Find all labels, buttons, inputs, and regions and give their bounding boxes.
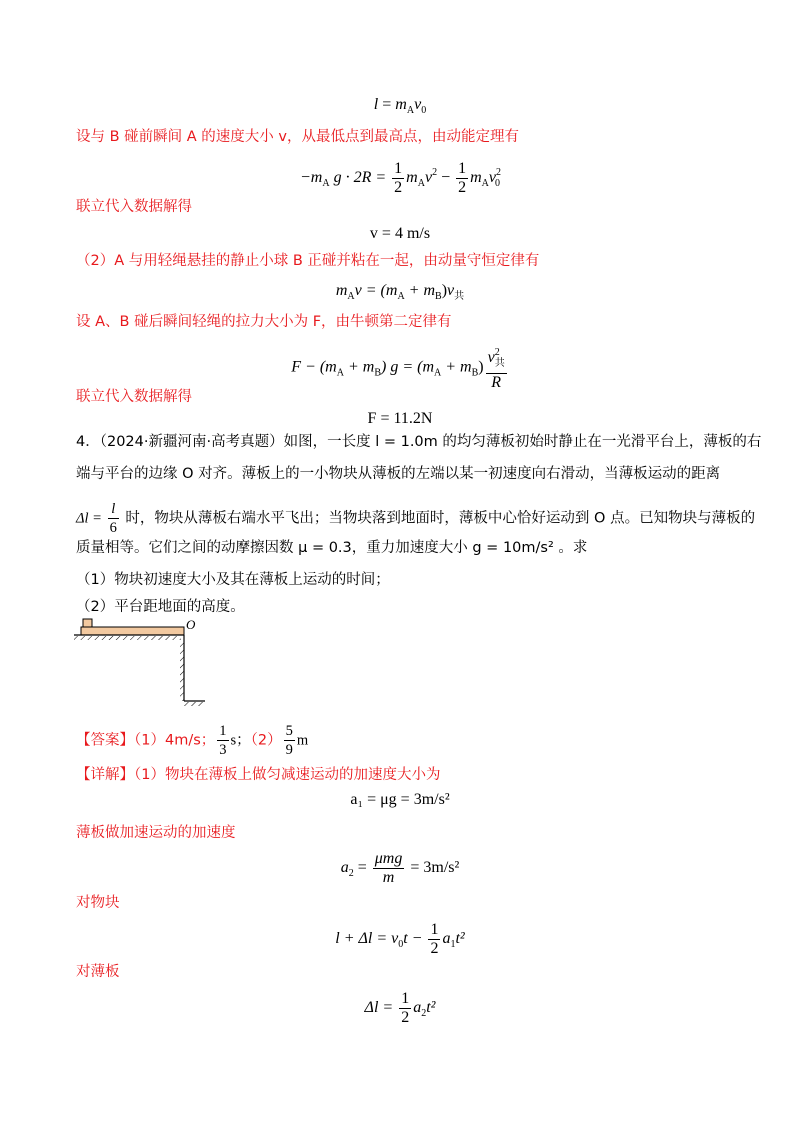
block-shape bbox=[83, 619, 92, 627]
question-4-line-3: Δl = $\frac{l}{6}$ 时，物块从薄板右端水平飞出；当物块落到地面时，薄板中心恰好运动到 O 点。已知物块与薄板的 bbox=[76, 501, 756, 536]
text-board-acceleration: 薄板做加速运动的加速度 bbox=[76, 825, 236, 841]
text-for-block: 对物块 bbox=[76, 895, 120, 911]
equation-collision: $m_Av = (m_A + m_B)v_共$ bbox=[335, 282, 465, 302]
question-4-line-1: 4．（2024·新疆河南·高考真题）如图，一长度 l = 1.0m 的均匀薄板初始时静止在一光滑平台上，薄板的右 bbox=[76, 434, 762, 450]
equation-board-motion: Δl = $\frac{1}{2}$ $a_2t^2$ bbox=[364, 990, 436, 1026]
question-4-line-2: 端与平台的边缘 O 对齐。薄板上的一小物块从薄板的左端以某一初速度向右滑动，当薄板运动的距离 bbox=[76, 466, 721, 482]
question-4-part-1: （1）物块初速度大小及其在薄板上运动的时间； bbox=[76, 572, 390, 588]
text-newton-second-law: 设 A、B 碰后瞬间轻绳的拉力大小为 F，由牛顿第二定律有 bbox=[76, 314, 452, 330]
answer-line: 【答案】（1）4m/s； $\frac{1}{3}$ s；（2） $\frac{5}{9}$ m bbox=[76, 723, 309, 758]
equation-F-result: F = 11.2N bbox=[367, 410, 433, 427]
equation-v-result: v = 4 m/s bbox=[369, 225, 431, 242]
question-4-line-4: 质量相等。它们之间的动摩擦因数 μ = 0.3，重力加速度大小 g = 10m/s² 。求 bbox=[76, 540, 588, 556]
equation-a2: $a_2$ = $\frac{\text{μmg}}{m}$ = 3m/s² bbox=[340, 850, 460, 886]
text-solve-1: 联立代入数据解得 bbox=[76, 199, 192, 215]
text-momentum-conservation: （2）A 与用轻绳悬挂的静止小球 B 正碰并粘在一起，由动量守恒定律有 bbox=[76, 253, 540, 269]
question-4-part-2: （2）平台距地面的高度。 bbox=[76, 599, 245, 615]
equation-block-motion: $l + \Delta l = v_0t$ − $\frac{1}{2}$ $a_1t^2$ bbox=[335, 921, 465, 957]
text-for-board: 对薄板 bbox=[76, 964, 120, 980]
equation-tension: $F - (m_A + m_B) g = (m_A + m_B)$ $\frac{v^2_共}{R}$ bbox=[0, 344, 800, 392]
equation-a1: a₁ = μg = 3m/s² bbox=[350, 791, 450, 808]
text-solve-2: 联立代入数据解得 bbox=[76, 389, 192, 405]
platform-figure bbox=[70, 615, 210, 710]
detail-line: 【详解】（1）物块在薄板上做匀减速运动的加速度大小为 bbox=[76, 767, 441, 783]
equation-momentum: $l = m_Av_0$ bbox=[373, 96, 427, 116]
board-shape bbox=[81, 627, 184, 635]
text-energy-theorem: 设与 B 碰前瞬间 A 的速度大小 v，从最低点到最高点，由动能定理有 bbox=[76, 129, 519, 145]
point-O-label: O bbox=[186, 617, 196, 632]
equation-energy: $-m_A$ g · 2R = $\frac{1}{2}$ $m_Av^2$ − $\frac{1}{2}$ $m_Av^2_0$ bbox=[299, 160, 501, 196]
